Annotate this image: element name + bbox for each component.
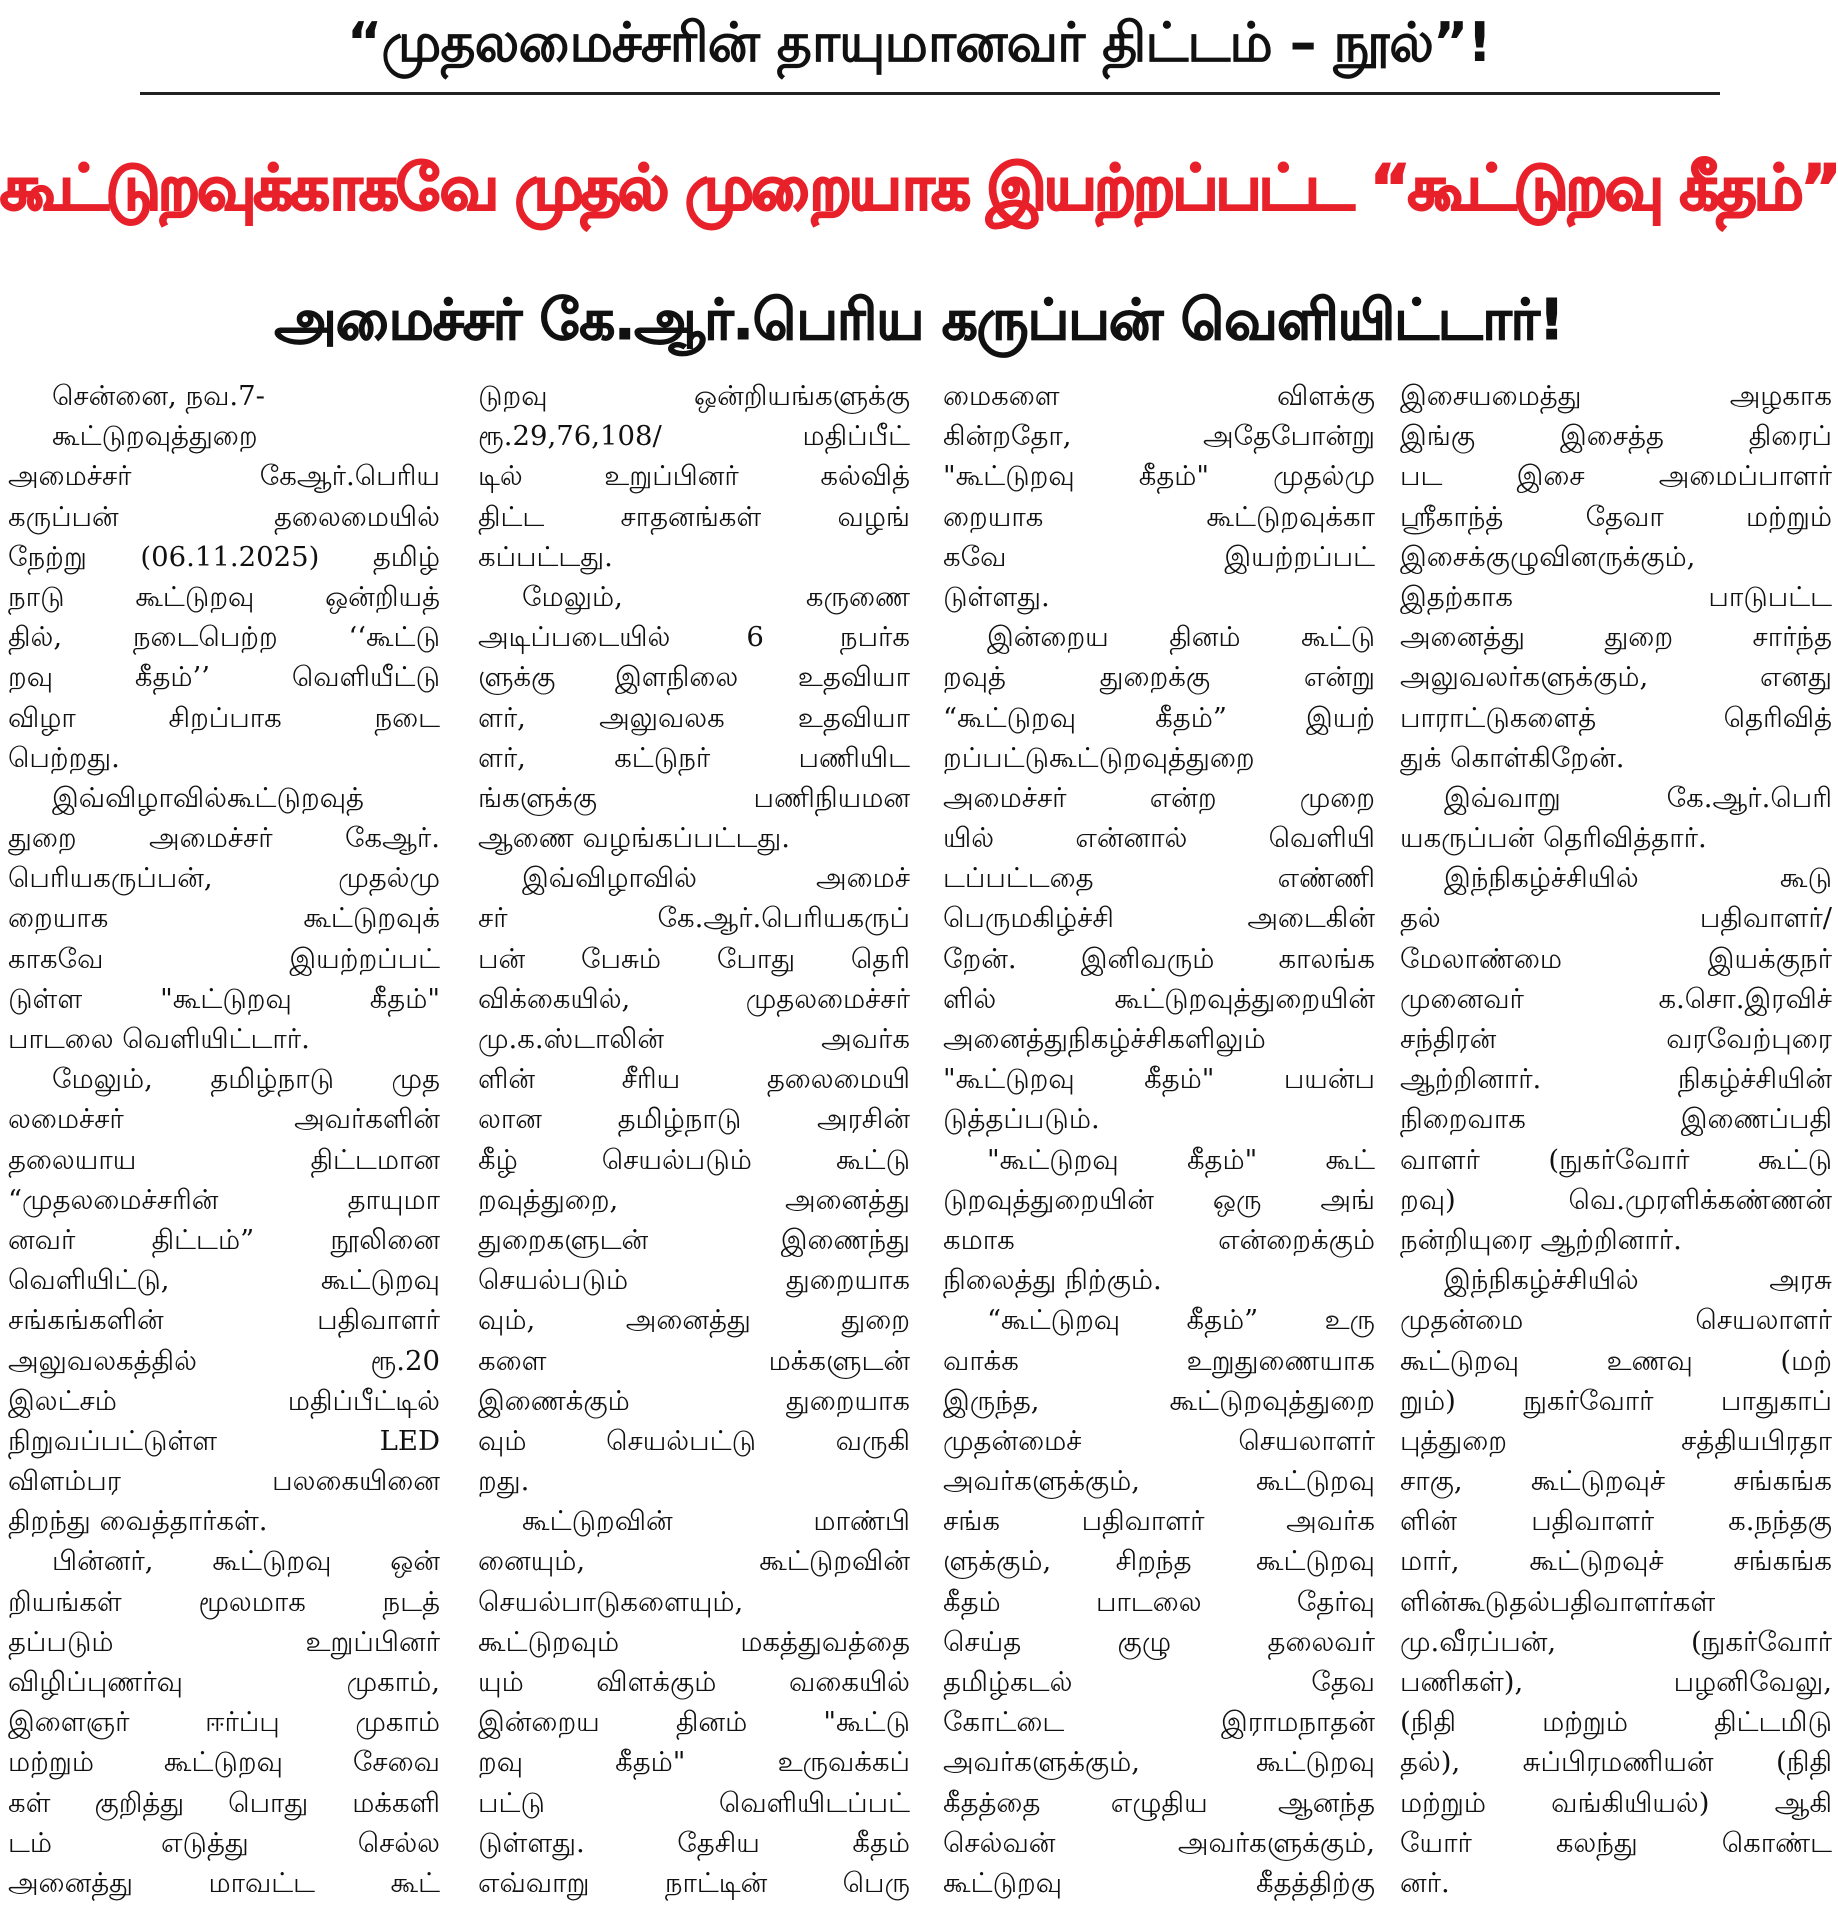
article-line: யகருப்பன் தெரிவித்தார். [1400, 822, 1707, 855]
article-column-1 [8, 376, 440, 1916]
article-line: இந்நிகழ்ச்சியில் கூடு [1444, 862, 1832, 895]
article-line: றது. [478, 1465, 530, 1498]
article-line: றவுத் துறைக்கு என்று [943, 661, 1375, 694]
article-line: டப்பட்டதை எண்ணி [943, 862, 1375, 895]
article-line: றையாக கூட்டுறவுக்கா [943, 500, 1375, 533]
article-line: கூட்டுறவும் மகத்துவத்தை [478, 1625, 910, 1658]
article-line: இதற்காக பாடுபட்ட [1400, 580, 1832, 613]
article-line: கப்பட்டது. [478, 540, 613, 573]
article-line: செயல்பாடுகளையும், [478, 1585, 744, 1618]
article-line: பின்னர், கூட்டுறவு ஒன் [52, 1545, 440, 1578]
article-line: தமிழ்கடல் தேவ [943, 1666, 1375, 1698]
article-line: சர் கே.ஆர்.பெரியகருப் [478, 902, 910, 935]
article-line: ஆணை வழங்கப்பட்டது. [478, 822, 790, 855]
article-line: டம் எடுத்து செல்ல [8, 1826, 440, 1859]
article-line: மேலும், கருணை [522, 580, 910, 613]
article-line: வாளர் (நுகர்வோர் கூட்டு [1400, 1143, 1832, 1176]
article-line: மார், கூட்டுறவுச் சங்கங்க [1400, 1545, 1832, 1578]
article-line: சந்திரன் வரவேற்புரை [1400, 1023, 1832, 1055]
article-line: சென்னை, நவ.7- [52, 380, 265, 412]
article-line: யில் என்னால் வெளியி [943, 822, 1375, 855]
headline: கூட்டுறவுக்காகவே முதல் முறையாக இயற்றப்பட்ட “கூட்டுறவு கீதம்” [0, 151, 1838, 224]
article-line: பன் பேசும் போது தெரி [478, 942, 910, 975]
article-line: (நிதி மற்றும் திட்டமிடு [1400, 1706, 1832, 1739]
article-line: கவே இயற்றப்பட் [943, 540, 1375, 573]
article-line: வும் செயல்பட்டு வருகி [478, 1424, 910, 1457]
article-line: செயல்படும் துறையாக [478, 1264, 910, 1297]
article-line: மைகளை விளக்கு [943, 380, 1375, 412]
article-line: நிறுவப்பட்டுள்ள LED [8, 1424, 440, 1457]
article-line: தலையாய திட்டமான [8, 1143, 440, 1176]
article-line: ளுக்கு இளநிலை உதவியா [478, 661, 910, 694]
article-line: புத்துறை சத்தியபிரதா [1400, 1424, 1832, 1457]
article-line: மு.க.ஸ்டாலின் அவர்க [478, 1023, 910, 1055]
article-line: அமைச்சர் என்ற முறை [943, 781, 1375, 814]
article-line: சாகு, கூட்டுறவுச் சங்கங்க [1400, 1465, 1832, 1498]
article-line: முதன்மை செயலாளர் [1400, 1304, 1832, 1337]
article-line: டுள்ளது. [943, 580, 1050, 613]
article-line: ளின் சீரிய தலைமையி [478, 1063, 910, 1096]
article-line: நன்றியுரை ஆற்றினார். [1400, 1223, 1682, 1256]
article-line: டில் உறுப்பினர் கல்வித் [478, 460, 910, 493]
article-line: னையும், கூட்டுறவின் [478, 1545, 910, 1578]
article-line: "கூட்டுறவு கீதம்" கூட் [987, 1143, 1375, 1176]
article-line: விழா சிறப்பாக நடை [8, 701, 440, 734]
article-line: யோர் கலந்து கொண்ட [1400, 1826, 1832, 1859]
article-line: பாராட்டுகளைத் தெரிவித் [1400, 701, 1832, 734]
article-line: றேன். இனிவரும் காலங்க [943, 942, 1375, 975]
article-line: இவ்விழாவில்கூட்டுறவுத் [52, 781, 364, 814]
article-line: ளுக்கும், சிறந்த கூட்டுறவு [943, 1545, 1375, 1578]
article-line: மு.வீரப்பன், (நுகர்வோர் [1400, 1625, 1832, 1658]
article-line: வும், அனைத்து துறை [478, 1304, 910, 1337]
article-line: டுள்ளது. தேசிய கீதம் [478, 1826, 910, 1859]
article-line: நிறைவாக இணைப்பதி [1400, 1103, 1832, 1136]
article-line: சங்கங்களின் பதிவாளர் [8, 1304, 440, 1337]
article-line: தல் பதிவாளர்/ [1400, 902, 1832, 935]
article-line: கோட்டை இராமநாதன் [943, 1706, 1375, 1739]
article-line: கள் குறித்து பொது மக்களி [8, 1786, 440, 1819]
article-line: பெருமகிழ்ச்சி அடைகின் [943, 902, 1375, 935]
article-line: திட்ட சாதனங்கள் வழங் [478, 500, 910, 533]
article-line: "கூட்டுறவு கீதம்" முதல்மு [943, 460, 1375, 493]
article-line: இன்றைய தினம் கூட்டு [987, 621, 1375, 654]
article-line: வெளியிட்டு, கூட்டுறவு [8, 1264, 440, 1297]
article-line: ளின் பதிவாளர் க.நந்தகு [1400, 1505, 1832, 1538]
article-line: ளர், அலுவலக உதவியா [478, 701, 910, 734]
article-line: இந்நிகழ்ச்சியில் அரசு [1444, 1264, 1832, 1297]
article-line: தல்), சுப்பிரமணியன் (நிதி [1400, 1746, 1832, 1779]
article-line: நிலைத்து நிற்கும். [943, 1264, 1162, 1297]
article-line: கூட்டுறவு கீதத்திற்கு [943, 1866, 1375, 1899]
article-line: அடிப்படையில் 6 நபர்க [478, 621, 910, 654]
article-line: றும்) நுகர்வோர் பாதுகாப் [1400, 1384, 1832, 1417]
article-line: துறை அமைச்சர் கேஆர். [8, 822, 440, 855]
kicker-underline [140, 92, 1720, 95]
article-line: இணைக்கும் துறையாக [478, 1384, 910, 1417]
article-line: செல்வன் அவர்களுக்கும், [943, 1826, 1375, 1859]
article-line: டுத்தப்படும். [943, 1103, 1100, 1136]
article-line: துக் கொள்கிறேன். [1400, 741, 1625, 774]
article-line: அவர்களுக்கும், கூட்டுறவு [943, 1746, 1375, 1779]
article-line: லமைச்சர் அவர்களின் [8, 1103, 440, 1136]
article-line: தில், நடைபெற்ற ‘‘கூட்டு [8, 621, 440, 654]
article-line: றியங்கள் மூலமாக நடத் [8, 1585, 440, 1618]
article-line: கூட்டுறவின் மாண்பி [522, 1505, 910, 1538]
article-line: மற்றும் கூட்டுறவு சேவை [8, 1746, 440, 1779]
article-line: “கூட்டுறவு கீதம்” இயற் [943, 701, 1375, 734]
article-line: பெற்றது. [8, 741, 120, 774]
article-line: பணிகள்), பழனிவேலு, [1400, 1666, 1832, 1698]
article-line: ளில் கூட்டுறவுத்துறையின் [943, 982, 1375, 1015]
article-line: முனைவர் க.சொ.இரவிச் [1400, 982, 1832, 1015]
article-line: டுறவுத்துறையின் ஒரு அங் [943, 1183, 1375, 1216]
article-line: ஆற்றினார். நிகழ்ச்சியின் [1400, 1063, 1832, 1096]
article-line: நேற்று (06.11.2025) தமிழ் [8, 540, 440, 573]
article-line: டுள்ள "கூட்டுறவு கீதம்" [8, 982, 440, 1015]
article-line: இவ்வாறு கே.ஆர்.பெரி [1444, 781, 1832, 814]
article-line: இலட்சம் மதிப்பீட்டில் [8, 1384, 440, 1417]
kicker-title: “முதலமைச்சரின் தாயுமானவர் திட்டம் – நூல்”! [346, 11, 1492, 74]
article-line: றப்பட்டுகூட்டுறவுத்துறை [943, 741, 1255, 774]
article-line: றவு) வெ.முரளிக்கண்ணன் [1400, 1183, 1832, 1216]
article-line: “முதலமைச்சரின் தாயுமா [8, 1183, 440, 1216]
article-line: “கூட்டுறவு கீதம்” உரு [987, 1304, 1375, 1337]
article-line: கின்றதோ, அதேபோன்று [943, 420, 1375, 453]
article-line: றவுத்துறை, அனைத்து [478, 1183, 910, 1216]
article-line: விக்கையில், முதலமைச்சர் [478, 982, 910, 1015]
article-line: காகவே இயற்றப்பட் [8, 942, 440, 975]
article-line: ங்களுக்கு பணிநியமன [478, 781, 910, 814]
article-line: ளின்கூடுதல்பதிவாளர்கள் [1400, 1585, 1716, 1618]
article-line: பட இசை அமைப்பாளர் [1400, 460, 1832, 493]
article-line: யும் விளக்கும் வகையில் [478, 1666, 910, 1698]
article-line: இருந்த, கூட்டுறவுத்துறை [943, 1384, 1375, 1417]
article-line: வாக்க உறுதுணையாக [943, 1344, 1375, 1377]
article-line: ரூ.29,76,108/ மதிப்பீட் [478, 420, 910, 453]
article-line: முதன்மைச் செயலாளர் [943, 1424, 1375, 1457]
article-line: பெரியகருப்பன், முதல்மு [8, 862, 440, 895]
article-line: இசைக்குழுவினருக்கும், [1400, 540, 1696, 573]
article-line: பட்டு வெளியிடப்பட் [478, 1786, 910, 1819]
article-line: தப்படும் உறுப்பினர் [8, 1625, 440, 1658]
article-line: மற்றும் வங்கியியல்) ஆகி [1400, 1786, 1832, 1819]
article-line: செய்த குழு தலைவர் [943, 1625, 1375, 1658]
article-body [8, 376, 1830, 1916]
article-line: றவு கீதம்" உருவக்கப் [478, 1746, 910, 1779]
article-line: களை மக்களுடன் [478, 1344, 910, 1377]
article-line: கீதத்தை எழுதிய ஆனந்த [943, 1786, 1375, 1819]
article-line: மேலும், தமிழ்நாடு முத [52, 1063, 440, 1096]
article-line: றையாக கூட்டுறவுக் [8, 902, 440, 935]
article-line: னவர் திட்டம்” நூலினை [8, 1223, 440, 1256]
article-line: அலுவலர்களுக்கும், எனது [1400, 661, 1832, 694]
article-line: சங்க பதிவாளர் அவர்க [943, 1505, 1375, 1538]
article-line: இவ்விழாவில் அமைச் [522, 862, 910, 895]
article-line: நாடு கூட்டுறவு ஒன்றியத் [8, 580, 440, 613]
article-line: கூட்டுறவுத்துறை [52, 420, 258, 453]
article-line: இங்கு இசைத்த திரைப் [1400, 420, 1832, 453]
article-line: றவு கீதம்’’ வெளியீட்டு [8, 661, 440, 694]
article-line: பாடலை வெளியிட்டார். [8, 1023, 310, 1055]
article-line: இன்றைய தினம் "கூட்டு [478, 1706, 910, 1739]
article-line: கீழ் செயல்படும் கூட்டு [478, 1143, 910, 1176]
article-line: அமைச்சர் கேஆர்.பெரிய [8, 460, 440, 493]
subheadline: அமைச்சர் கே.ஆர்.பெரிய கருப்பன் வெளியிட்டார்! [274, 288, 1564, 353]
article-line: துறைகளுடன் இணைந்து [478, 1223, 910, 1256]
article-line: ஸ்ரீகாந்த் தேவா மற்றும் [1400, 500, 1832, 533]
article-line: கூட்டுறவு உணவு (மற் [1400, 1344, 1832, 1377]
article-line: இளைஞர் ஈர்ப்பு முகாம் [8, 1706, 440, 1739]
article-line: னர். [1400, 1866, 1450, 1899]
article-column-4 [1400, 376, 1832, 1916]
article-column-3 [943, 376, 1375, 1916]
article-line: விழிப்புணர்வு முகாம், [8, 1666, 440, 1698]
article-line: விளம்பர பலகையினை [8, 1465, 440, 1498]
article-line: கருப்பன் தலைமையில் [8, 500, 440, 533]
article-line: அலுவலகத்தில் ரூ.20 [8, 1344, 440, 1377]
article-line: "கூட்டுறவு கீதம்" பயன்ப [943, 1063, 1375, 1096]
article-column-2 [478, 376, 910, 1916]
article-line: கமாக என்றைக்கும் [943, 1223, 1375, 1256]
article-line: அனைத்து துறை சார்ந்த [1400, 621, 1832, 654]
article-line: அவர்களுக்கும், கூட்டுறவு [943, 1465, 1375, 1498]
article-line: ளர், கட்டுநர் பணியிட [478, 741, 910, 774]
article-line: கீதம் பாடலை தேர்வு [943, 1585, 1375, 1618]
article-line: டுறவு ஒன்றியங்களுக்கு [478, 380, 910, 412]
article-line: லான தமிழ்நாடு அரசின் [478, 1103, 910, 1136]
article-line: அனைத்துநிகழ்ச்சிகளிலும் [943, 1023, 1266, 1055]
article-line: திறந்து வைத்தார்கள். [8, 1505, 268, 1538]
article-line: இசையமைத்து அழகாக [1400, 380, 1832, 412]
article-line: அனைத்து மாவட்ட கூட் [8, 1866, 440, 1899]
article-line: எவ்வாறு நாட்டின் பெரு [478, 1866, 910, 1899]
article-line: மேலாண்மை இயக்குநர் [1400, 942, 1832, 975]
